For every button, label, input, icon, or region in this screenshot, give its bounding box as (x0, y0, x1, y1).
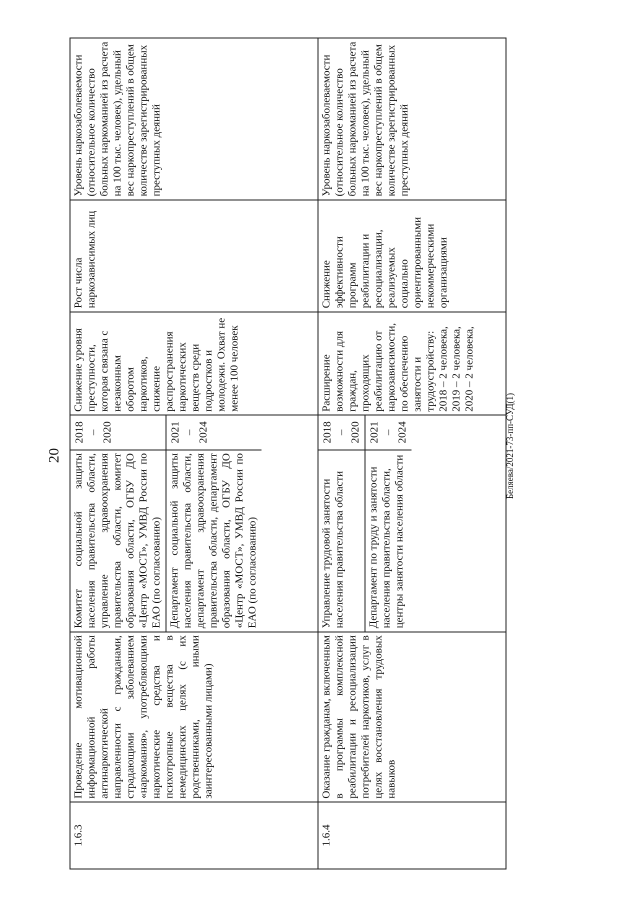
executor-period-row (318, 415, 365, 631)
year-dash: – (335, 429, 347, 435)
executor-text: Департамент по труду и занятости населения правительства области, центры занятости населения области (365, 449, 412, 631)
indicator-cell: Рост числа наркозависимых лиц (70, 199, 318, 311)
year-end: 2024 (396, 420, 408, 443)
landscape-table-container (69, 37, 566, 869)
period-years (166, 415, 262, 449)
row-number: 1.6.3 (70, 802, 318, 869)
row-number: 1.6.4 (318, 802, 506, 869)
executor-period-cell (318, 415, 506, 632)
indicator-cell: Снижение эффективности программ реабилитации и ресоциализации, реализуемых социально ориентированными некоммерческими организациями (318, 199, 506, 311)
effect-cell: Уровень наркозаболеваемости (относительное количество больных наркоманией из расчета на 100 тыс. человек), удельный вес наркопреступлений в общем количестве зарегистрированных преступных деяний (70, 38, 318, 200)
year-end: 2020 (101, 420, 113, 443)
executor-period-row (70, 415, 166, 631)
executor-period-cell (70, 415, 318, 632)
rotated-table-area (69, 37, 566, 869)
executor-subtable (318, 415, 411, 631)
result-cell: Расширение возможности для граждан, проходящих реабилитацию от наркозависимости, по обеспечению занятости и трудоустройству: 2018 – 2 человека, 2019 – 2 человека, 2020 – 2 человека, (318, 311, 506, 414)
year-dash: – (87, 429, 99, 435)
year-start: 2021 (368, 420, 380, 443)
period-years (70, 415, 166, 449)
table-body (70, 38, 506, 869)
executor-subtable (70, 415, 261, 631)
executor-period-row (365, 415, 412, 631)
activity-cell: Оказание гражданам, включенным в программы комплексной реабилитации и ресоциализации потребителей наркотиков, услуг в целях восстановления трудовых навыков (318, 631, 506, 801)
year-end: 2020 (349, 420, 361, 443)
table-row (318, 38, 506, 869)
activity-cell: Проведение мотивационной информационной работы антинаркотической направленности с гражданами, страдающими заболеванием «наркомания», употребляющими наркотические средства и психотропные вещества в немедицинских целях (с их родственниками, иными заинтересованными лицами) (70, 631, 318, 801)
year-start: 2018 (73, 420, 85, 443)
table-row (70, 38, 318, 869)
year-dash: – (382, 429, 394, 435)
year-dash: – (183, 429, 195, 435)
executor-text: Департамент социальной защиты населения правительства области, департамент здравоохранения правительства области, департамент образования области, ОГБУ ДО «Центр «МОСТ», УМВД России по ЕАО (по согласованию) (166, 449, 262, 631)
executor-text: Комитет социальной защиты населения правительства области, управление здравоохранения правительства области, комитет образования области, ОГБУ ДО «Центр «МОСТ», УМВД России по ЕАО (по согласованию) (70, 449, 166, 631)
document-footer-code: Беляева/2021-73-пп-СУД(1) (505, 392, 515, 500)
year-start: 2021 (169, 420, 181, 443)
executor-text: Управление трудовой занятости населения правительства области (318, 449, 365, 631)
page-number: 20 (46, 448, 63, 463)
period-years (318, 415, 365, 449)
year-start: 2018 (321, 420, 333, 443)
measures-table (69, 37, 506, 869)
effect-cell: Уровень наркозаболеваемости (относительное количество больных наркоманией из расчета на 100 тыс. человек), удельный вес наркопреступлений в общем количестве зарегистрированных преступных деяний (318, 38, 506, 200)
year-end: 2024 (197, 420, 209, 443)
executor-period-row (166, 415, 262, 631)
period-years (365, 415, 412, 449)
result-cell: Снижение уровня преступности, которая связана с незаконным оборотом наркотиков, снижение распространения наркотических веществ среди подростков и молодежи. Охват не менее 100 человек (70, 311, 318, 414)
